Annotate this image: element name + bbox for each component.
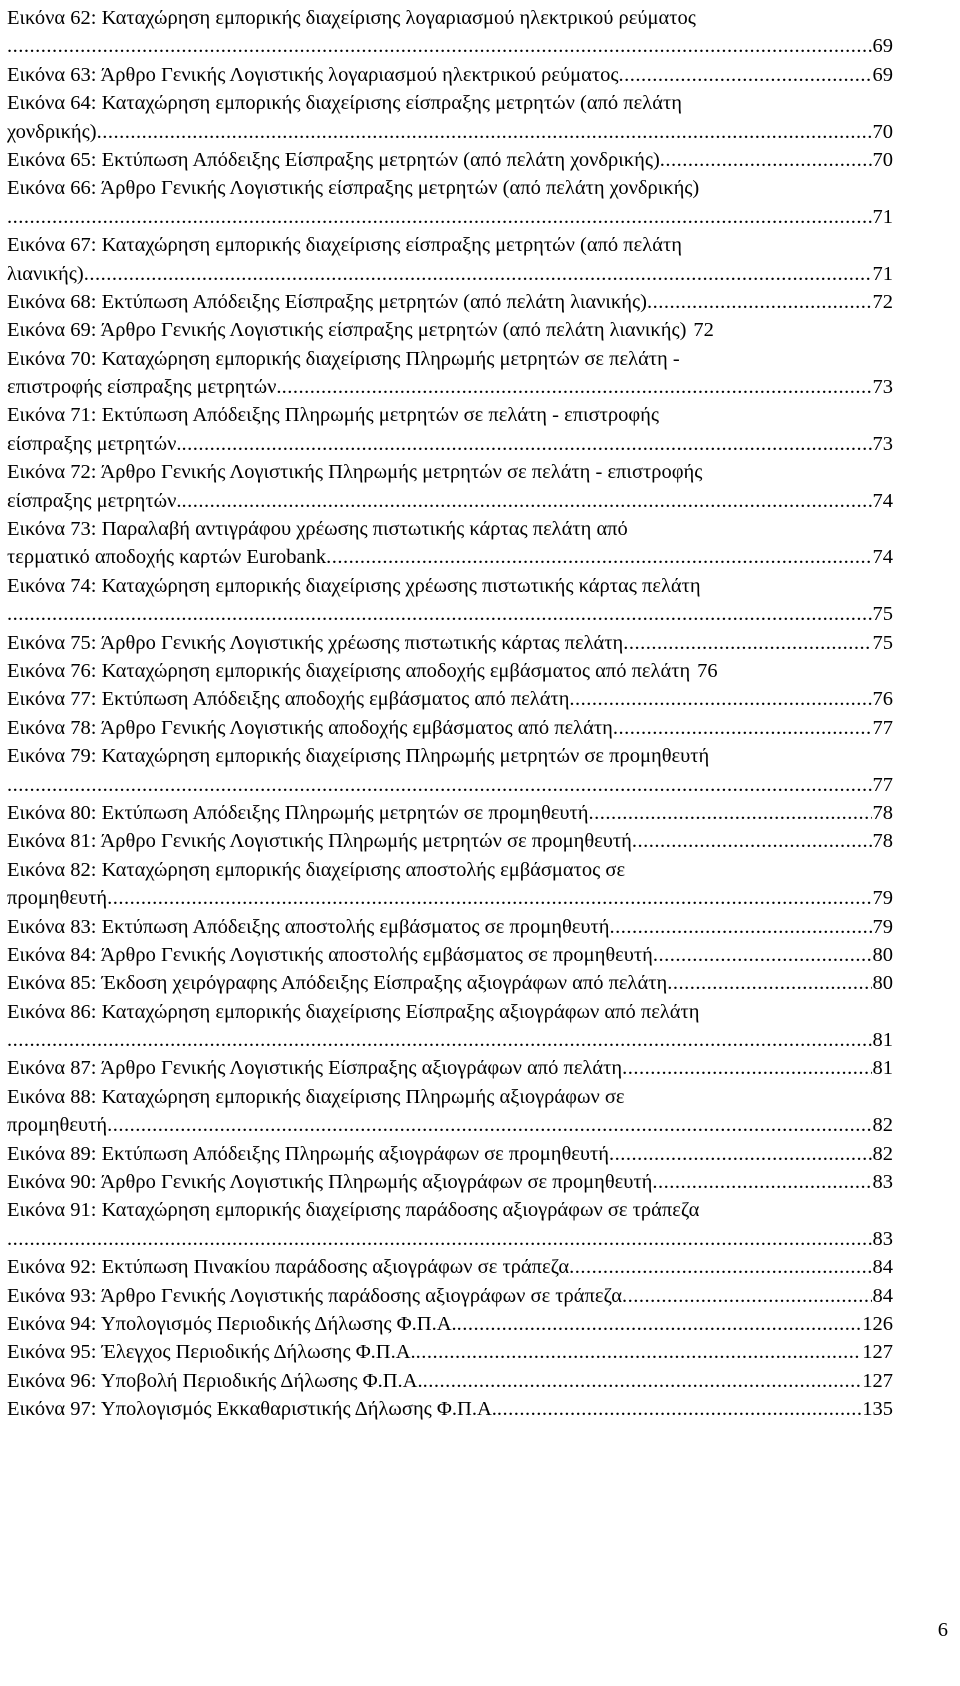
toc-page-number: 127 [862,1341,893,1364]
toc-page-number: 72 [693,319,714,342]
toc-entry[interactable] [7,657,893,685]
dot-leader [97,118,872,146]
toc-entry-text: Εικόνα 97: Υπολογισμός Εκκαθαριστικής Δήλωσης Φ.Π.Α. [7,1398,497,1421]
dot-leader [423,1367,862,1395]
dot-leader [569,685,871,713]
toc-entry-text: Εικόνα 94: Υπολογισμός Περιοδικής Δήλωσης Φ.Π.Α. [7,1312,457,1335]
toc-entry[interactable] [7,1168,893,1196]
toc-entry[interactable] [7,685,893,713]
dot-leader [610,913,872,941]
dot-leader [623,629,871,657]
page-number: 6 [937,1619,948,1641]
toc-entry-text: χονδρικής) [7,120,97,143]
dot-leader [7,203,872,231]
toc-page-number: 80 [872,943,893,966]
toc-page-number: 126 [862,1312,893,1335]
toc-page-number: 78 [872,830,893,853]
dot-leader [7,1026,872,1054]
toc-entry-text: Εικόνα 67: Καταχώρηση εμπορικής διαχείρισης είσπραξης μετρητών (από πελάτη [7,234,682,257]
toc-entry-text: τερματικό αποδοχής καρτών Eurobank [7,546,327,569]
dot-leader [182,487,872,515]
toc-entry-text: Εικόνα 72: Άρθρο Γενικής Λογιστικής Πληρωμής μετρητών σε πελάτη - επιστροφής [7,461,703,484]
toc-page-number: 75 [872,631,893,654]
toc-entry[interactable] [7,316,893,344]
toc-entry[interactable] [7,913,893,941]
toc-entry[interactable] [7,1338,893,1366]
toc-page-number: 70 [872,120,893,143]
toc-entry-text: Εικόνα 90: Άρθρο Γενικής Λογιστικής Πληρωμής αξιογράφων σε προμηθευτή [7,1171,653,1194]
dot-leader [653,941,872,969]
toc-entry-text: Εικόνα 91: Καταχώρηση εμπορικής διαχείρισης παράδοσης αξιογράφων σε τράπεζα [7,1199,700,1222]
dot-leader [7,32,872,60]
toc-entry-text: επιστροφής είσπραξης μετρητών. [7,376,282,399]
toc-entry[interactable] [7,856,893,913]
dot-leader [632,827,872,855]
dot-leader [182,430,872,458]
toc-entry[interactable] [7,1054,893,1082]
dot-leader [497,1395,861,1423]
toc-page-number: 74 [872,546,893,569]
toc-entry[interactable] [7,629,893,657]
toc-entry-text: Εικόνα 68: Εκτύπωση Απόδειξης Είσπραξης μετρητών (από πελάτη λιανικής) [7,290,647,313]
toc-entry[interactable] [7,969,893,997]
toc-entry-text: Εικόνα 78: Άρθρο Γενικής Λογιστικής αποδοχής εμβάσματος από πελάτη [7,716,613,739]
toc-page-number: 71 [872,205,893,228]
toc-entry[interactable] [7,401,893,458]
toc-entry-text: Εικόνα 77: Εκτύπωση Απόδειξης αποδοχής εμβάσματος από πελάτη [7,688,570,711]
dot-leader [282,373,872,401]
toc-page-number: 83 [872,1227,893,1250]
toc-page-number: 73 [872,432,893,455]
toc-entry-text: Εικόνα 69: Άρθρο Γενικής Λογιστικής είσπραξης μετρητών (από πελάτη λιανικής) [7,319,687,342]
toc-entry-text: Εικόνα 64: Καταχώρηση εμπορικής διαχείρισης είσπραξης μετρητών (από πελάτη [7,92,682,115]
toc-entry[interactable] [7,714,893,742]
toc-entry-text: Εικόνα 74: Καταχώρηση εμπορικής διαχείρισης χρέωσης πιστωτικής κάρτας πελάτη [7,574,701,597]
toc-entry[interactable] [7,1395,893,1423]
toc-page-number: 127 [862,1369,893,1392]
toc-page-number: 74 [872,489,893,512]
toc-entry[interactable] [7,799,893,827]
toc-page-number: 76 [872,688,893,711]
dot-leader [667,969,871,997]
dot-leader [457,1310,862,1338]
toc-entry[interactable] [7,345,893,402]
toc-page-number: 78 [872,801,893,824]
dot-leader [107,1111,871,1139]
dot-leader [107,884,871,912]
dot-leader [619,61,872,89]
toc-page-number: 84 [872,1256,893,1279]
toc-page-number: 76 [697,659,718,682]
toc-entry[interactable] [7,998,893,1055]
toc-entry[interactable] [7,231,893,288]
toc-entry[interactable] [7,458,893,515]
toc-entry-text: Εικόνα 82: Καταχώρηση εμπορικής διαχείρισης αποστολής εμβάσματος σε [7,858,626,881]
toc-page-number: 69 [872,35,893,58]
toc-page-number: 69 [872,63,893,86]
toc-entry-text: είσπραξης μετρητών. [7,489,182,512]
toc-entry-text: προμηθευτή [7,887,108,910]
toc-entry[interactable] [7,1083,893,1140]
dot-leader [326,543,871,571]
toc-entry-text: Εικόνα 88: Καταχώρηση εμπορικής διαχείρισης Πληρωμής αξιογράφων σε [7,1085,625,1108]
dot-leader [416,1338,862,1366]
toc-entry[interactable] [7,146,893,174]
dot-leader [84,260,872,288]
toc-entry-text: Εικόνα 62: Καταχώρηση εμπορικής διαχείρισης λογαριασμού ηλεκτρικού ρεύματος [7,7,696,29]
toc-page-number: 70 [872,148,893,171]
toc-entry-text: Εικόνα 87: Άρθρο Γενικής Λογιστικής Είσπραξης αξιογράφων από πελάτη [7,1057,623,1080]
toc-entry[interactable] [7,1282,893,1310]
toc-page-number: 77 [872,773,893,796]
toc-entry[interactable] [7,89,893,146]
dot-leader [589,799,872,827]
dot-leader [569,1253,871,1281]
toc-page-number: 82 [872,1142,893,1165]
toc-entry[interactable] [7,1310,893,1338]
dot-leader [7,1225,872,1253]
toc-page-number: 84 [872,1284,893,1307]
toc-page-number: 71 [872,262,893,285]
toc-entry-text: Εικόνα 84: Άρθρο Γενικής Λογιστικής αποστολής εμβάσματος σε προμηθευτή [7,943,653,966]
toc-entry[interactable] [7,1253,893,1281]
toc-entry-text: Εικόνα 95: Έλεγχος Περιοδικής Δήλωσης Φ.Π.Α. [7,1341,416,1364]
toc-page-number: 72 [872,290,893,313]
toc-entry[interactable] [7,1196,893,1253]
toc-entry-text: Εικόνα 81: Άρθρο Γενικής Λογιστικής Πληρωμής μετρητών σε προμηθευτή [7,830,632,853]
toc-entry-text: Εικόνα 66: Άρθρο Γενικής Λογιστικής είσπραξης μετρητών (από πελάτη χονδρικής) [7,177,700,200]
list-of-figures [7,4,893,1424]
toc-page-number: 79 [872,887,893,910]
toc-entry-text: Εικόνα 71: Εκτύπωση Απόδειξης Πληρωμής μετρητών σε πελάτη - επιστροφής [7,404,660,427]
toc-entry-text: Εικόνα 89: Εκτύπωση Απόδειξης Πληρωμής αξιογράφων σε προμηθευτή [7,1142,609,1165]
dot-leader [7,600,872,628]
toc-entry[interactable] [7,288,893,316]
toc-entry-text: Εικόνα 92: Εκτύπωση Πινακίου παράδοσης αξιογράφων σε τράπεζα [7,1256,570,1279]
toc-entry[interactable] [7,174,893,231]
toc-entry-text: Εικόνα 73: Παραλαβή αντιγράφου χρέωσης πιστωτικής κάρτας πελάτη από [7,518,628,541]
dot-leader [647,288,872,316]
dot-leader [622,1054,871,1082]
toc-entry-text: προμηθευτή [7,1114,108,1137]
toc-entry-text: Εικόνα 70: Καταχώρηση εμπορικής διαχείρισης Πληρωμής μετρητών σε πελάτη - [7,347,680,370]
dot-leader [652,1168,871,1196]
toc-entry-text: Εικόνα 93: Άρθρο Γενικής Λογιστικής παράδοσης αξιογράφων σε τράπεζα [7,1284,622,1307]
toc-entry-text: Εικόνα 76: Καταχώρηση εμπορικής διαχείρισης αποδοχής εμβάσματος από πελάτη [7,659,691,682]
toc-entry[interactable] [7,742,893,799]
toc-entry[interactable] [7,1140,893,1168]
toc-page-number: 135 [862,1398,893,1421]
dot-leader [660,146,872,174]
toc-page-number: 81 [872,1057,893,1080]
toc-entry-text: είσπραξης μετρητών. [7,432,182,455]
toc-entry[interactable] [7,941,893,969]
toc-page-number: 80 [872,972,893,995]
dot-leader [7,771,872,799]
toc-entry[interactable] [7,827,893,855]
toc-page-number: 82 [872,1114,893,1137]
toc-entry[interactable] [7,1367,893,1395]
toc-entry-text: Εικόνα 83: Εκτύπωση Απόδειξης αποστολής εμβάσματος σε προμηθευτή [7,915,610,938]
toc-page-number: 75 [872,603,893,626]
toc-entry-text: Εικόνα 85: Έκδοση χειρόγραφης Απόδειξης Είσπραξης αξιογράφων από πελάτη [7,972,668,995]
toc-page-number: 73 [872,376,893,399]
dot-leader [609,1140,872,1168]
toc-page-number: 77 [872,716,893,739]
toc-entry-text: Εικόνα 79: Καταχώρηση εμπορικής διαχείρισης Πληρωμής μετρητών σε προμηθευτή [7,745,710,768]
toc-page-number: 81 [872,1029,893,1052]
toc-entry-text: Εικόνα 96: Υποβολή Περιοδικής Δήλωσης Φ.Π.Α. [7,1369,423,1392]
toc-entry-text: Εικόνα 86: Καταχώρηση εμπορικής διαχείρισης Είσπραξης αξιογράφων από πελάτη [7,1000,700,1023]
toc-page-number: 83 [872,1171,893,1194]
toc-entry[interactable] [7,515,893,572]
toc-entry-text: Εικόνα 65: Εκτύπωση Απόδειξης Είσπραξης μετρητών (από πελάτη χονδρικής) [7,148,660,171]
dot-leader [613,714,872,742]
toc-entry-text: λιανικής) [7,262,84,285]
dot-leader [622,1282,872,1310]
toc-entry-text: Εικόνα 75: Άρθρο Γενικής Λογιστικής χρέωσης πιστωτικής κάρτας πελάτη [7,631,624,654]
toc-entry[interactable] [7,4,893,61]
toc-entry[interactable] [7,61,893,89]
toc-page-number: 79 [872,915,893,938]
toc-entry[interactable] [7,572,893,629]
toc-entry-text: Εικόνα 80: Εκτύπωση Απόδειξης Πληρωμής μετρητών σε προμηθευτή [7,801,589,824]
toc-entry-text: Εικόνα 63: Άρθρο Γενικής Λογιστικής λογαριασμού ηλεκτρικού ρεύματος [7,63,619,86]
